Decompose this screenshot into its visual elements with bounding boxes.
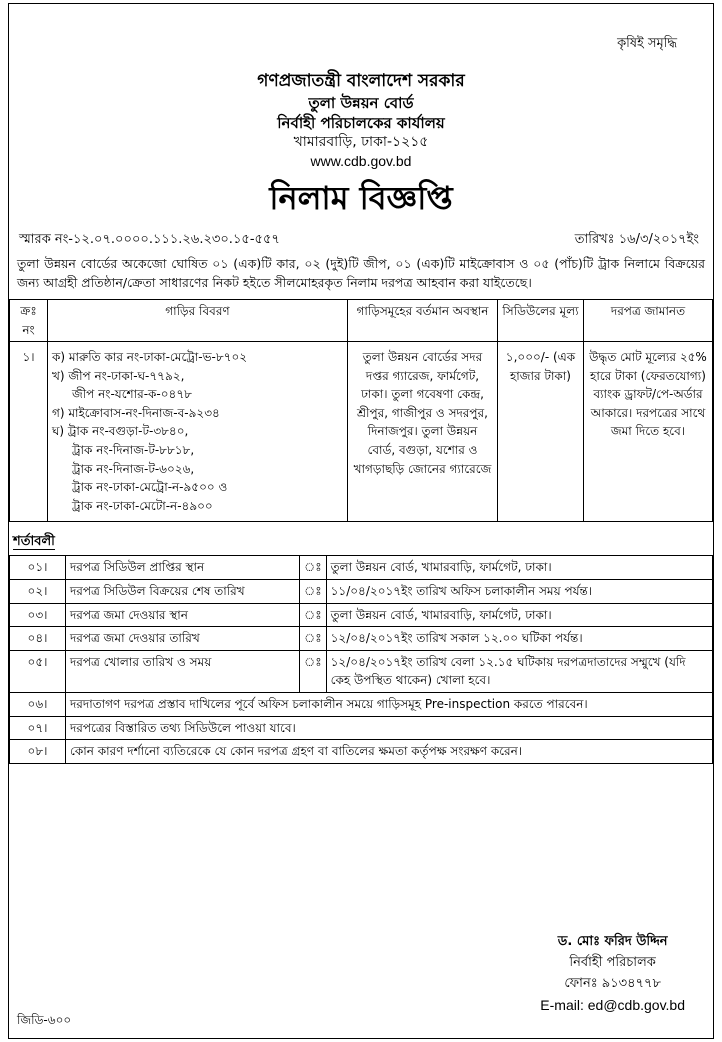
government-name: গণপ্রজাতন্ত্রী বাংলাদেশ সরকার <box>257 71 465 91</box>
vehicle-table <box>9 299 713 523</box>
term-value: তুলা উন্নয়ন বোর্ড, খামারবাড়ি, ফার্মগেট, ঢাকা। <box>326 603 712 627</box>
vehicle-item: ক) মারুতি কার নং-ঢাকা-মেট্রো-ভ-৮৭০২ <box>52 350 248 365</box>
term-row <box>10 603 713 627</box>
term-colon: ঃ <box>300 603 327 627</box>
term-label: দরপত্র খোলার তারিখ ও সময় <box>66 650 300 692</box>
term-row <box>10 556 713 580</box>
term-value: ১২/০৪/২০১৭ইং তারিখ সকাল ১২.০০ ঘটিকা পর্যন্ত। <box>326 627 712 651</box>
header-vehicle: গাড়ির বিবরণ <box>48 299 348 341</box>
term-row <box>10 740 713 764</box>
term-colon: ঃ <box>300 650 327 692</box>
table-row <box>10 342 713 522</box>
term-text: দরদাতাগণ দরপত্র প্রস্তাব দাখিলের পূর্বে অফিস চলাকালীন সময়ে গাড়িসমূহ Pre-inspection করতে পারবেন। <box>66 693 713 717</box>
term-row <box>10 693 713 717</box>
term-text: দরপত্রের বিস্তারিত তথ্য সিডিউলে পাওয়া যাবে। <box>66 716 713 740</box>
term-label: দরপত্র জমা দেওয়ার তারিখ <box>66 627 300 651</box>
term-value: ১২/০৪/২০১৭ইং তারিখ বেলা ১২.১৫ ঘটিকায় দরপত্রদাতাদের সম্মুখে (যদি কেহ উপস্থিত থাকেন) খোলা হবে। <box>326 650 712 692</box>
website-link[interactable]: www.cdb.gov.bd <box>310 153 412 170</box>
term-row <box>10 650 713 692</box>
signature-block <box>540 932 685 1017</box>
term-label: দরপত্র সিডিউল বিক্রয়ের শেষ তারিখ <box>66 580 300 604</box>
header-location: গাড়িসমূহের বর্তমান অবস্থান <box>348 299 498 341</box>
memo-ref: স্মারক নং-১২.০৭.০০০০.১১১.২৬.২৩০.১৫-৫৫৭ <box>19 232 280 248</box>
term-row <box>10 580 713 604</box>
vehicle-item: ট্রাক নং-দিনাজ-ট-৮৮১৮, <box>72 443 195 458</box>
header <box>9 70 713 220</box>
row-serial: ১। <box>10 342 48 522</box>
vehicle-item: জীপ নং-যশোর-ক-০৪৭৮ <box>72 387 192 402</box>
vehicle-table-header <box>10 299 713 341</box>
term-number: ০২। <box>10 580 66 604</box>
term-number: ০৭। <box>10 716 66 740</box>
term-label: দরপত্র সিডিউল প্রাপ্তির স্থান <box>66 556 300 580</box>
term-number: ০৪। <box>10 627 66 651</box>
terms-table <box>9 555 713 763</box>
tender-security: উদ্ধৃত মোট মূল্যের ২৫% হারে টাকা (ফেরতযোগ্য) ব্যাংক ড্রাফট/পে-অর্ডার আকারে। দরপত্রের সাথে জমা দিতে হবে। <box>584 342 713 522</box>
vehicle-item: ঘ) ট্রাক নং-বগুড়া-ট-৩৮৪০, <box>52 424 189 439</box>
office-name: নির্বাহী পরিচালকের কার্যালয় <box>277 114 445 133</box>
office-address: খামারবাড়ি, ঢাকা-১২১৫ <box>293 134 429 151</box>
term-value: ১১/০৪/২০১৭ইং তারিখ অফিস চলাকালীন সময় পর্যন্ত। <box>326 580 712 604</box>
notice-title: নিলাম বিজ্ঞপ্তি <box>269 179 453 218</box>
term-text: কোন কারণ দর্শানো ব্যতিরেকে যে কোন দরপত্র গ্রহণ বা বাতিলের ক্ষমতা কর্তৃপক্ষ সংরক্ষণ করেন। <box>66 740 713 764</box>
memo-row <box>9 230 713 251</box>
term-number: ০৬। <box>10 693 66 717</box>
term-row <box>10 627 713 651</box>
vehicle-item: ট্রাক নং-দিনাজ-ট-৬০২৬, <box>72 461 195 476</box>
term-number: ০৮। <box>10 740 66 764</box>
vehicle-item: ট্রাক নং-ঢাকা-মেট্রো-ন-৯৫০০ ও <box>72 480 228 495</box>
signatory-designation: নির্বাহী পরিচালক <box>569 954 656 970</box>
header-schedule-price: সিডিউলের মূল্য <box>498 299 584 341</box>
notice-page <box>8 3 714 1039</box>
term-value: তুলা উন্নয়ন বোর্ড, খামারবাড়ি, ফার্মগেট, ঢাকা। <box>326 556 712 580</box>
term-label: দরপত্র জমা দেওয়ার স্থান <box>66 603 300 627</box>
term-colon: ঃ <box>300 556 327 580</box>
signatory-phone: ফোনঃ ৯১৩৪৭৭৮ <box>564 975 661 991</box>
terms-heading: শর্তাবলী <box>13 534 55 550</box>
vehicle-list <box>48 342 348 522</box>
term-colon: ঃ <box>300 580 327 604</box>
slogan: কৃষিই সমৃদ্ধি <box>617 36 677 51</box>
term-row <box>10 716 713 740</box>
memo-date: তারিখঃ ১৬/৩/২০১৭ইং <box>574 232 699 248</box>
signatory-email[interactable]: E-mail: ed@cdb.gov.bd <box>540 997 685 1014</box>
term-number: ০৩। <box>10 603 66 627</box>
header-security: দরপত্র জামানত <box>584 299 713 341</box>
term-number: ০৫। <box>10 650 66 692</box>
gd-number: জিডি-৬০০ <box>17 1013 72 1027</box>
vehicle-item: ট্রাক নং-ঢাকা-মেটো-ন-৪৯০০ <box>72 498 213 513</box>
term-colon: ঃ <box>300 627 327 651</box>
vehicle-location: তুলা উন্নয়ন বোর্ডের সদর দপ্তর গ্যারেজ, ফার্মগেট, ঢাকা। তুলা গবেষণা কেন্দ্র, শ্রীপুর, গাজীপুর ও সদরপুর, দিনাজপুর। তুলা উন্নয়ন বোর্ড, বগুড়া, যশোর ও খাগড়াছড়ি জোনের গ্যারেজে <box>348 342 498 522</box>
header-serial: ক্রঃ নং <box>10 299 48 341</box>
signatory-name: ড. মোঃ ফরিদ উদ্দিন <box>557 934 668 949</box>
vehicle-item: খ) জীপ নং-ঢাকা-ঘ-৭৭৯২, <box>52 368 185 383</box>
schedule-price: ১,০০০/- (এক হাজার টাকা) <box>498 342 584 522</box>
vehicle-item: গ) মাইক্রোবাস-নং-দিনাজ-ব-৯২৩৪ <box>52 405 220 420</box>
intro-text: তুলা উন্নয়ন বোর্ডের অকেজো ঘোষিত ০১ (এক)টি কার, ০২ (দুই)টি জীপ, ০১ (এক)টি মাইক্রোবাস ও ০৫ (পাঁচ)টি ট্রাক নিলামে বিক্রয়ের জন্য আগ্রহী প্রতিষ্ঠান/ক্রেতা সাধারণের নিকট হইতে সীলমোহরকৃত নিলাম দরপত্র আহবান করা যাইতেছে। <box>17 256 705 291</box>
term-number: ০১। <box>10 556 66 580</box>
board-name: তুলা উন্নয়ন বোর্ড <box>308 93 414 112</box>
